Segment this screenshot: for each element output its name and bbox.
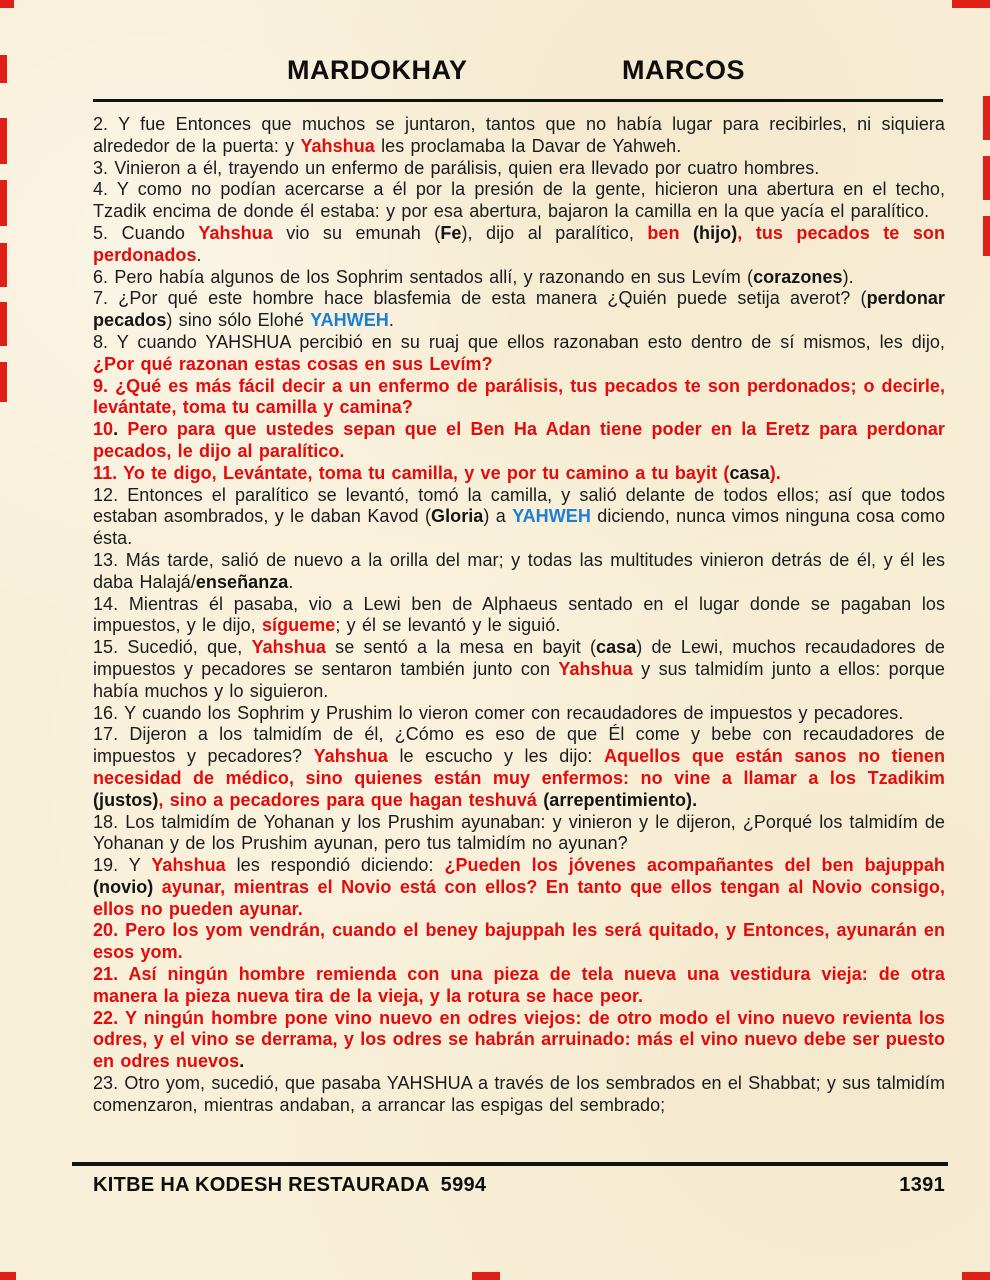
text-run: Gloria	[431, 506, 484, 527]
verse-list	[93, 114, 945, 1162]
verse-paragraph	[93, 1073, 945, 1117]
text-run: ) a	[483, 506, 513, 527]
text-run: .	[113, 419, 119, 440]
text-run: 15. Sucedió, que,	[93, 637, 252, 658]
verse-paragraph	[93, 288, 945, 332]
text-run: le escucho y les dijo:	[388, 746, 604, 767]
text-run: 21. Así ningún hombre remienda con una pieza de tela nueva una vestidura vieja: de otra manera la pieza nueva tira de la vieja, y la rotura se hace peor.	[93, 964, 945, 1006]
text-run: Yahshua	[151, 855, 226, 876]
verse-paragraph	[93, 1008, 945, 1073]
header-divider-rule	[93, 99, 943, 102]
scan-mark	[0, 1272, 16, 1280]
footer-divider-rule	[72, 1162, 948, 1166]
text-run: 23. Otro yom, sucedió, que pasaba YAHSHUA a través de los sembrados en el Shabbat; y sus talmidím comenzaron, mientras andaban, a arrancar las espigas del sembrado;	[93, 1073, 945, 1115]
text-run: 17. Dijeron a los talmidím de él, ¿Cómo es eso de que Él come y bebe con recaudadores de impuestos y pecadores?	[93, 724, 945, 767]
verse-paragraph	[93, 332, 945, 376]
text-run: YAHWEH	[310, 310, 389, 331]
scan-mark	[0, 362, 7, 402]
scan-mark	[0, 243, 7, 287]
text-run: Fe	[440, 222, 462, 243]
text-run: les respondió diciendo:	[225, 855, 445, 876]
text-run: Yahshua	[558, 658, 633, 679]
text-run: y sus talmidím junto a ellos: porque había muchos y lo siguieron.	[93, 658, 945, 701]
text-run: 20. Pero los yom vendrán, cuando el beney bajuppah les será quitado, y Entonces, ayunarán en esos yom.	[93, 920, 945, 963]
scan-mark	[952, 0, 990, 8]
verse-paragraph	[93, 267, 945, 289]
text-run: 13. Más tarde, salió de nuevo a la orilla del mar; y todas las multitudes vinieron detrás de él, y él les daba Halajá/	[93, 549, 945, 592]
text-run: casa	[729, 462, 770, 483]
text-run: vio su emunah (	[272, 222, 441, 243]
text-run: (arrepentimiento).	[543, 789, 698, 810]
verse-paragraph	[93, 485, 945, 550]
verse-paragraph	[93, 223, 945, 267]
scan-mark	[983, 156, 990, 200]
text-run: 10	[93, 419, 114, 440]
verse-paragraph	[93, 179, 945, 223]
text-run: Yahshua	[251, 637, 326, 658]
scan-mark	[0, 118, 7, 164]
text-run: ayunar, mientras el Novio está con ellos? En tanto que ellos tengan al Novio consigo, ellos no pueden ayunar.	[93, 876, 945, 919]
scan-mark	[0, 302, 7, 346]
verse-paragraph	[93, 964, 945, 1008]
text-run: , tus pecados te son perdonados	[93, 222, 945, 265]
text-run: ).	[769, 462, 781, 483]
text-run: YAHWEH	[512, 506, 591, 527]
verse-paragraph	[93, 637, 945, 702]
scan-mark	[983, 216, 990, 256]
text-run: ; y él se levantó y le siguió.	[335, 615, 561, 636]
text-run: .	[196, 244, 202, 265]
text-run: (justos)	[93, 789, 159, 810]
scan-mark	[472, 1272, 500, 1280]
text-run: les proclamaba la Davar de Yahweh.	[374, 135, 682, 156]
verse-paragraph	[93, 920, 945, 964]
text-run: Yahshua	[198, 222, 273, 243]
text-run: Pero para que ustedes sepan que el Ben Ha Adan tiene poder en la Eretz para perdonar pecados, le dijo al paralítico.	[93, 419, 945, 461]
verse-paragraph	[93, 114, 945, 158]
scan-mark	[962, 1272, 990, 1280]
text-run: 14. Mientras él pasaba, vio a Lewi ben de Alphaeus sentado en el lugar donde se pagaban los impuestos, y le dijo,	[93, 593, 945, 636]
text-run: 3. Vinieron a él, trayendo un enfermo de parálisis, quien era llevado por cuatro hombres.	[93, 157, 820, 178]
text-run: .	[388, 310, 394, 331]
text-run: 6. Pero había algunos de los Sophrim sentados allí, y razonando en sus Levím (	[93, 266, 754, 287]
text-run: enseñanza	[195, 571, 289, 592]
verse-paragraph	[93, 703, 945, 725]
text-run: 8. Y cuando YAHSHUA percibió en su ruaj que ellos razonaban esto dentro de sí mismos, les dijo,	[93, 331, 945, 352]
verse-paragraph	[93, 463, 945, 485]
text-run: se sentó a la mesa en bayit (	[325, 637, 597, 658]
text-run: diciendo, nunca vimos ninguna cosa como ésta.	[93, 506, 945, 549]
text-run: ¿Por qué razonan estas cosas en sus Levím?	[93, 353, 493, 374]
text-run: 22. Y ningún hombre pone vino nuevo en odres viejos: de otro modo el vino nuevo revienta los odres, y el vino se derrama, y los odres se habrán arruinado: más el vino nuevo debe ser puesto en odres nuevos	[93, 1007, 945, 1072]
page-header-book-title: MARDOKHAY	[287, 55, 468, 85]
text-run: ¿Pueden los jóvenes acompañantes del ben bajuppah	[444, 855, 945, 876]
scan-mark	[983, 96, 990, 140]
verse-paragraph	[93, 550, 945, 594]
scan-mark	[0, 0, 14, 8]
text-run: 11. Yo te digo, Levántate, toma tu camilla, y ve por tu camino a tu bayit (	[93, 462, 730, 483]
text-run: .	[239, 1051, 245, 1072]
verse-paragraph	[93, 594, 945, 638]
page-header-chapter-title: MARCOS	[622, 55, 745, 85]
text-run: ), dijo al paralítico,	[461, 222, 648, 243]
verse-paragraph	[93, 855, 945, 920]
scan-mark	[0, 180, 7, 226]
text-run: 16. Y cuando los Sophrim y Prushim lo vieron comer con recaudadores de impuestos y pecadores.	[93, 702, 904, 723]
text-run: sígueme	[261, 615, 336, 636]
footer-page-number: 1391	[899, 1174, 945, 1196]
verse-paragraph	[93, 419, 945, 463]
verse-paragraph	[93, 158, 945, 180]
text-run: 4. Y como no podían acercarse a él por la presión de la gente, hicieron una abertura en el techo, Tzadik encima de donde él estaba: y por esa abertura, bajaron la camilla en la que yacía el paralítico.	[93, 179, 945, 222]
text-run: ) de Lewi, muchos recaudadores de impuestos y pecadores se sentaron también junto con	[93, 637, 945, 679]
text-run: 18. Los talmidím de Yohanan y los Prushim ayunaban: y vinieron y le dijeron, ¿Porqué los talmidím de Yohanan y de los Prushim ayunan, pero tus talmidím no ayunan?	[93, 811, 945, 854]
text-run: ) sino sólo Elohé	[166, 310, 311, 331]
text-run: 19. Y	[93, 855, 152, 876]
text-run: 5. Cuando	[93, 222, 199, 243]
footer-edition-label: KITBE HA KODESH RESTAURADA 5994	[93, 1174, 487, 1196]
text-run: Aquellos que están sanos no tienen necesidad de médico, sino quienes están muy enfermos: no vine a llamar a los Tzadikim	[93, 746, 945, 788]
verse-paragraph	[93, 724, 945, 811]
text-run: Yahshua	[313, 746, 388, 767]
text-run: (novio)	[93, 876, 154, 897]
text-run: 2. Y fue Entonces que muchos se juntaron, tantos que no había lugar para recibirles, ni siquiera alrededor de la puerta: y	[93, 114, 945, 156]
scan-mark	[0, 55, 7, 83]
text-run: 12. Entonces el paralítico se levantó, tomó la camilla, y salió delante de todos ellos; así que todos estaban asombrados, y le daban Kavod (	[93, 484, 945, 527]
text-run: (hijo)	[692, 222, 738, 243]
text-run: corazones	[753, 266, 843, 287]
text-run: .	[288, 571, 294, 592]
text-run: perdonar pecados	[93, 288, 945, 331]
text-run: ben	[647, 222, 693, 243]
text-run: casa	[596, 637, 637, 658]
text-run: 7. ¿Por qué este hombre hace blasfemia de esta manera ¿Quién puede setija averot? (	[93, 288, 867, 309]
text-run: 9. ¿Qué es más fácil decir a un enfermo de parálisis, tus pecados te son perdonados; o decirle, levántate, toma tu camilla y camina?	[93, 375, 945, 418]
verse-paragraph	[93, 812, 945, 856]
text-run: ).	[842, 266, 854, 287]
text-run: Yahshua	[300, 135, 375, 156]
verse-paragraph	[93, 376, 945, 420]
text-run: , sino a pecadores para que hagan teshuvá	[158, 789, 544, 810]
